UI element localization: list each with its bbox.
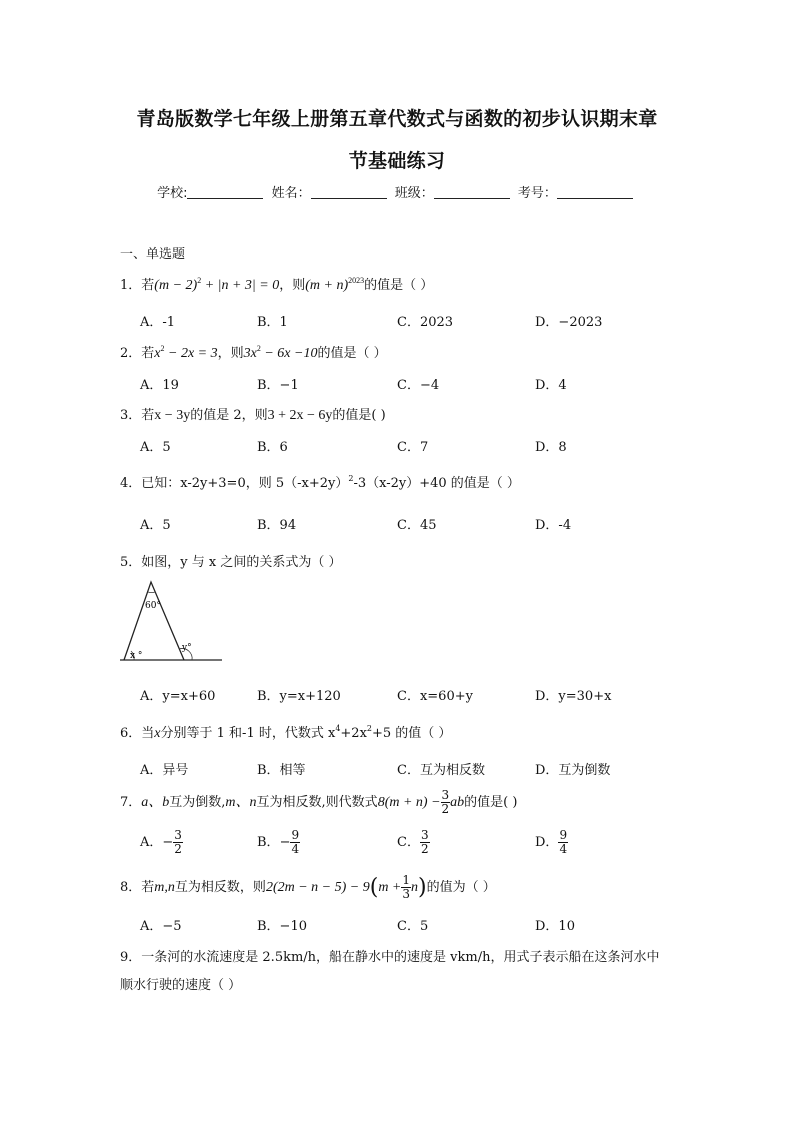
name-label: 姓名： (271, 186, 311, 201)
question-9-continued: 顺水行驶的速度（ ） (120, 978, 242, 993)
option-a[interactable]: A．y=x+60 (140, 689, 216, 704)
math-expression: ab (450, 795, 465, 810)
section-heading: 一、单选题 (120, 247, 186, 262)
option-c[interactable]: C．2023 (397, 315, 454, 330)
question-7 (120, 789, 517, 816)
option-d[interactable]: D．4 (535, 378, 567, 393)
math-expression: 8(m + n) − (377, 795, 441, 810)
option-d[interactable]: D．8 (535, 440, 567, 455)
exponent: 4 (335, 724, 341, 733)
question-text: 的值是（ ） (364, 278, 434, 293)
option-a[interactable]: A．5 (140, 518, 171, 533)
question-number: 7． (120, 795, 142, 810)
math-expression: $(m - 2)^2 + |n + 3| = 0$ (154, 276, 280, 293)
triangle-outline (124, 582, 184, 660)
math-variable: a、b (141, 795, 170, 810)
question-number: 4． (120, 476, 142, 491)
question-text: 若 (141, 346, 155, 361)
option-a[interactable]: A．5 (140, 440, 171, 455)
question-text: 的值是（ ） (317, 346, 387, 361)
option-a[interactable]: A．异号 (140, 763, 189, 778)
option-d[interactable]: D．-4 (535, 518, 572, 533)
question-number: 9． (120, 950, 142, 965)
question-5 (120, 551, 342, 570)
option-d[interactable]: D．互为倒数 (535, 763, 611, 778)
option-c[interactable]: C．45 (397, 518, 437, 533)
math-expression: m + (378, 880, 402, 895)
question-6 (120, 722, 451, 742)
option-b[interactable]: B．6 (257, 440, 288, 455)
option-b[interactable]: B．相等 (257, 763, 306, 778)
question-text: 若 (141, 880, 155, 895)
triangle-figure (120, 578, 224, 668)
option-a[interactable]: A．−5 (140, 919, 182, 934)
question-number: 1． (120, 278, 142, 293)
option-b[interactable]: B．94 (257, 518, 297, 533)
top-angle-arc (148, 592, 155, 593)
question-1 (120, 274, 433, 294)
left-angle-label: x ° (130, 651, 143, 661)
school-label: 学校: (157, 186, 188, 201)
option-b[interactable]: B．y=x+120 (257, 689, 341, 704)
question-text: 一条河的水流速度是 2.5km/h，船在静水中的速度是 vkm/h，用式子表示船在这条河水中 (141, 950, 660, 965)
math-expression: 3 + 2x − 6y (267, 408, 333, 423)
question-text: 的值是( ) (332, 408, 386, 423)
option-a[interactable]: A．− $\frac{3}{2}$ (140, 828, 182, 856)
math-expression: n (411, 880, 419, 895)
option-a[interactable]: A．19 (140, 378, 179, 393)
triangle-diagram (120, 578, 224, 664)
question-4 (120, 472, 520, 491)
question-2 (120, 342, 387, 362)
options-q6 (140, 759, 700, 789)
question-8: 8．若m,n互为相反数，则2(2m − n − 5) − 9(m + $\frac{1}{3}$ n)的值为（ ） (120, 873, 496, 901)
math-expression: 2(2m − n − 5) − 9 (265, 880, 370, 895)
math-expression: $x^2 - 2x = 3$ (154, 344, 218, 361)
name-blank[interactable] (311, 185, 387, 199)
exam-number-blank[interactable] (557, 185, 633, 199)
question-number: 2． (120, 346, 142, 361)
options-q5 (140, 685, 700, 715)
option-d[interactable]: D． $\frac{9}{4}$ (535, 828, 568, 856)
math-variable: m,n (154, 880, 175, 895)
question-text: 已知：x-2y+3=0，则 5（-x+2y） (141, 476, 349, 491)
question-text: -3（x-2y）+40 的值是（ ） (353, 476, 520, 491)
question-text: 的值是( ) (464, 795, 518, 810)
math-variable: m、n (225, 795, 257, 810)
question-9 (120, 946, 659, 965)
option-c[interactable]: C．7 (397, 440, 429, 455)
option-b[interactable]: B．−1 (257, 378, 299, 393)
option-a[interactable]: A．-1 (140, 315, 176, 330)
option-d[interactable]: D．−2023 (535, 315, 603, 330)
math-expression: $3x^2 - 6x -10$ (243, 344, 318, 361)
question-text: 互为相反数,则代数式 (256, 795, 378, 810)
page-title: 青岛版数学七年级上册第五章代数式与函数的初步认识期末章 (136, 108, 658, 130)
fraction: $\frac{1}{3}$ (402, 873, 411, 901)
options-q4 (140, 514, 700, 544)
fraction: $\frac{3}{2}$ (441, 788, 450, 816)
question-number: 5． (120, 555, 142, 570)
option-c[interactable]: C．x=60+y (397, 689, 473, 704)
question-text: 分别等于 1 和-1 时，代数式 x (160, 726, 336, 741)
page-title-continued: 节基础练习 (348, 150, 446, 172)
options-q7 (140, 829, 700, 859)
question-text: 的值是 2，则 (190, 408, 268, 423)
question-3 (120, 404, 386, 424)
class-blank[interactable] (434, 185, 510, 199)
question-text: 的值为（ ） (426, 880, 496, 895)
math-expression: $(m + n)^{2023}$ (305, 276, 365, 293)
question-text: +2x (340, 726, 367, 741)
options-q3 (140, 436, 700, 466)
exponent: 2 (348, 474, 354, 483)
option-c[interactable]: C．互为相反数 (397, 763, 485, 778)
question-text: +5 的值（ ） (372, 726, 452, 741)
option-d[interactable]: D．y=30+x (535, 689, 612, 704)
exponent: 2 (366, 724, 372, 733)
question-text: ，则 (217, 346, 244, 361)
options-q8 (140, 915, 700, 945)
question-number: 8． (120, 880, 142, 895)
option-c[interactable]: C． $\frac{3}{2}$ (397, 828, 429, 856)
question-number: 6． (120, 726, 142, 741)
option-c[interactable]: C．5 (397, 919, 429, 934)
question-text: 若 (141, 278, 155, 293)
options-q2 (140, 374, 700, 404)
question-text: 互为相反数，则 (174, 880, 266, 895)
school-blank[interactable] (187, 185, 263, 199)
option-b[interactable]: B．1 (257, 315, 288, 330)
right-angle-label: y° (182, 643, 192, 653)
question-text: ，则 (279, 278, 306, 293)
question-text: 互为倒数, (169, 795, 226, 810)
math-variable: x (154, 726, 161, 741)
question-text: 如图，y 与 x 之间的关系式为（ ） (141, 555, 342, 570)
option-d[interactable]: D．10 (535, 919, 575, 934)
class-label: 班级： (394, 186, 434, 201)
top-angle-label: 60° (145, 601, 161, 611)
option-b[interactable]: B．−10 (257, 919, 307, 934)
exam-number-label: 考号： (517, 186, 557, 201)
question-text: 当 (141, 726, 155, 741)
math-expression: x − 3y (154, 408, 191, 423)
question-text: 若 (141, 408, 155, 423)
question-number: 3． (120, 408, 142, 423)
options-q1 (140, 311, 700, 341)
student-info-line (0, 182, 794, 201)
option-b[interactable]: B．− $\frac{9}{4}$ (257, 828, 300, 856)
option-c[interactable]: C．−4 (397, 378, 440, 393)
